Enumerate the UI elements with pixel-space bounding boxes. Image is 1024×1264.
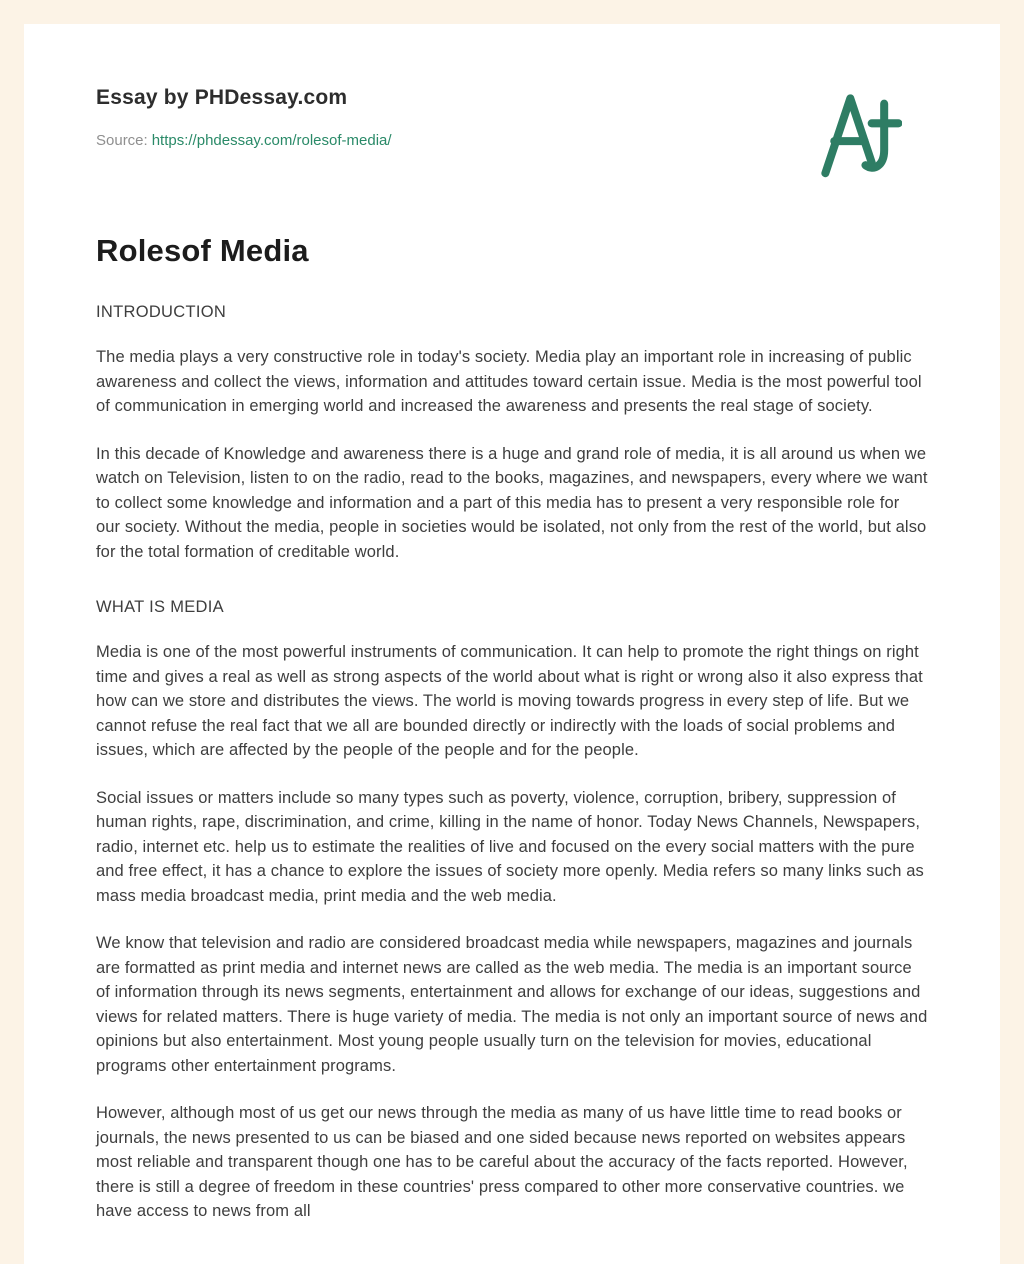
paragraph: However, although most of us get our news through the media as many of us have little time to read books or journals, the news presented to us can be biased and one sided because news reported on websites appears most reliable and transparent though one has to be careful about the accuracy of the facts reported. However, there is still a degree of freedom in these countries' press compared to other more conservative countries. we have access to news from all [96,1104,908,1220]
paragraph: Media is one of the most powerful instruments of communication. It can help to promote the right things on right time and gives a real as well as strong aspects of the world about what is right or wrong also it also express that how can we store and distributes the views. The world is moving towards progress in every step of life. But we cannot refuse the real fact that we all are bounded directly or indirectly with the loads of social problems and issues, which are affected by the people of the people and for the people. [96,643,923,759]
paragraph: The media plays a very constructive role in today's society. Media play an important role in increasing of public awareness and collect the views, information and attitudes toward certain issue. Media is the most powerful tool of communication in emerging world and increased the awareness and presents the real stage of society. [96,348,922,415]
section-heading-what-is-media: WHAT IS MEDIA [96,598,224,616]
section-heading-introduction: INTRODUCTION [96,303,227,321]
paragraph: In this decade of Knowledge and awareness there is a huge and grand role of media, it is all around us when we watch on Television, listen to on the radio, read to the books, magazines, and newspapers, every where we want to collect some knowledge and information and a part of this media has to present a very responsible role for our society. Without the media, people in societies would be isolated, not only from the rest of the world, but also for the total formation of creditable world. [96,444,928,561]
source-link[interactable]: https://phdessay.com/rolesof-media/ [151,132,392,149]
essay-title: Rolesof Media [96,233,309,268]
a-plus-logo [820,86,902,182]
source-row [96,132,928,149]
essay-card [24,24,1000,1264]
paragraph: Social issues or matters include so many types such as poverty, violence, corruption, bribery, suppression of human rights, rape, discrimination, and crime, killing in the name of honor. Today News Channels, Newspapers, radio, internet etc. help us to estimate the realities of live and focused on the every social matters with the pure and free effect, it has a chance to explore the issues of society more openly. Media refers so many links such as mass media broadcast media, print media and the web media. [96,788,924,905]
essay-byline: Essay by PHDessay.com [96,86,348,109]
source-label: Source: [96,132,148,149]
paragraph: We know that television and radio are considered broadcast media while newspapers, magazines and journals are formatted as print media and internet news are called as the web media. The media is an important source of information through its news segments, entertainment and allows for exchange of our ideas, suggestions and views for related matters. There is huge variety of media. The media is not only an important source of news and opinions but also entertainment. Most young people usually turn on the television for movies, educational programs other entertainment programs. [96,934,928,1075]
